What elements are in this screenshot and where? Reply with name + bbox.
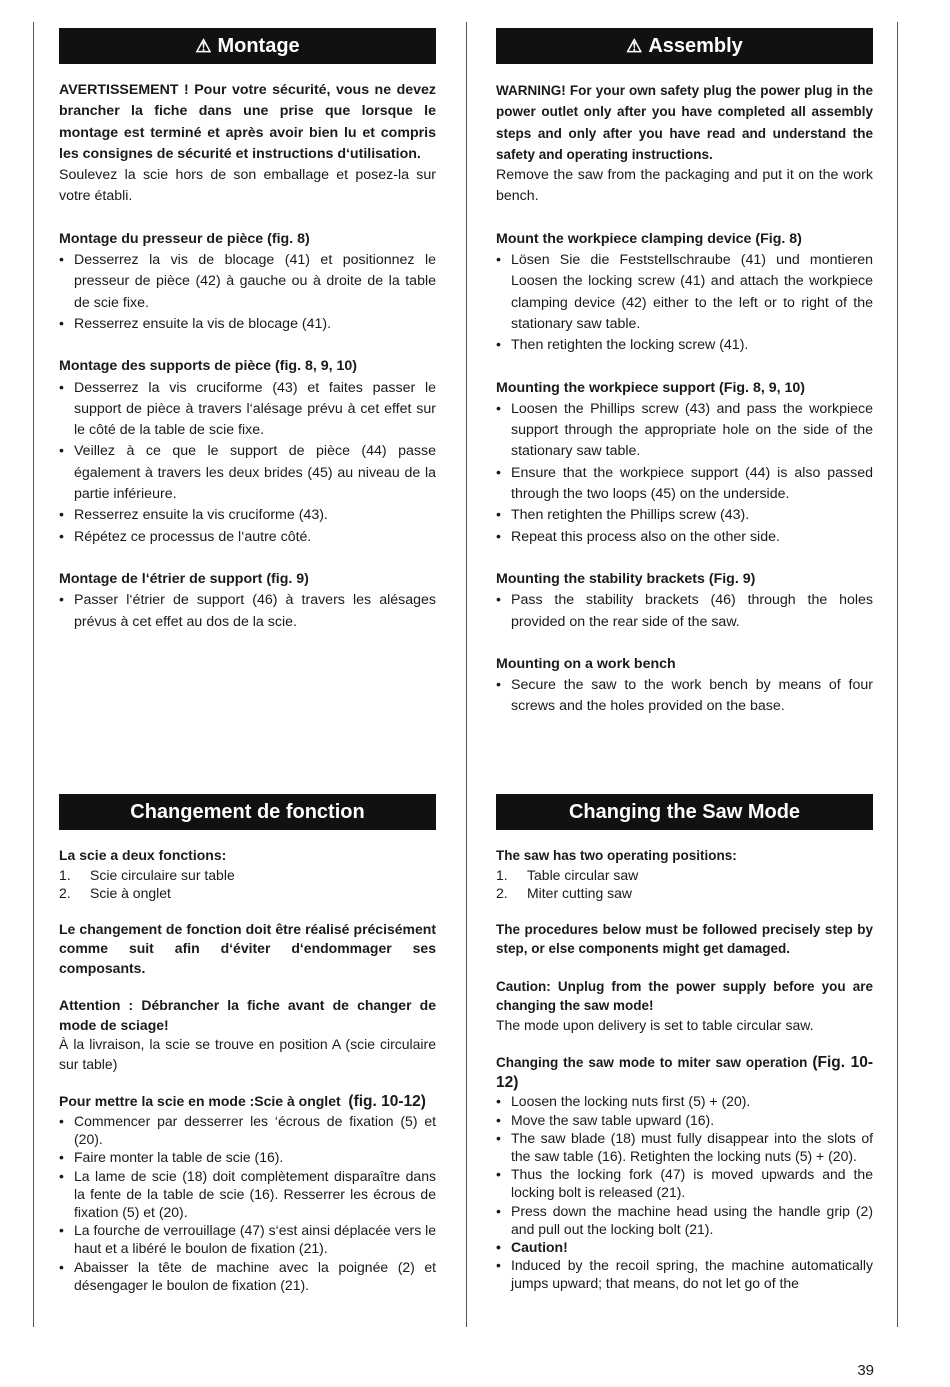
en-section-heading: Mounting on a work bench xyxy=(496,655,676,672)
list-item: • Répétez ce processus de l‘autre côté. xyxy=(59,527,436,548)
list-item: • La lame de scie (18) doit complètement disparaître dans la fente de la table de scie (16). Resserrer les écrous de fixation (5) et (20). xyxy=(59,1167,436,1222)
en-procedure-heading xyxy=(496,1053,873,1092)
fr-procedure-heading xyxy=(59,1092,436,1112)
fr-mode-section xyxy=(59,794,436,1294)
list-item: • Commencer par desserrer les ‘écrous de fixation (5) et (20). xyxy=(59,1112,436,1148)
list-item: 2. Scie à onglet xyxy=(59,884,436,902)
en-mode-attention: Caution: Unplug from the power supply before you are changing the saw mode! xyxy=(496,978,873,1014)
en-mode-title-bar xyxy=(496,794,873,830)
fr-assembly-title-bar xyxy=(59,28,436,64)
list-item: • Desserrez la vis de blocage (41) et positionnez le presseur de pièce (42) à gauche ou à droite de la table de scie fixe. xyxy=(59,250,436,314)
en-assembly-warning: WARNING! For your own safety plug the power plug in the power outlet only after you have completed all assembly steps and only after you have read and understand the safety and operating instructions. xyxy=(496,83,873,162)
center-column-rule xyxy=(466,22,467,1327)
left-border-rule xyxy=(33,22,34,1327)
fr-assembly-warning: AVERTISSEMENT ! Pour votre sécurité, vous ne devez brancher la fiche dans une prise que lorsque le montage est terminé et après avoir bien lu et compris les consignes de sécurité et instructions d‘utilisation. xyxy=(59,82,436,162)
list-item: • Loosen the locking nuts first (5) + (20). xyxy=(496,1092,873,1110)
list-item: • La fourche de verrouillage (47) s‘est ainsi déplacée vers le haut et a libéré le boulon de fixation (21). xyxy=(59,1221,436,1257)
list-item: • Repeat this process also on the other side. xyxy=(496,527,873,548)
fr-section-list xyxy=(59,590,436,633)
en-assembly-title: Assembly xyxy=(648,35,743,57)
en-section-list xyxy=(496,675,873,718)
en-procedure-list xyxy=(496,1092,873,1292)
fr-section-heading: Montage de l‘étrier de support (fig. 9) xyxy=(59,570,309,587)
warning-triangle-icon: ⚠ xyxy=(626,36,643,56)
list-item: • Faire monter la table de scie (16). xyxy=(59,1148,436,1166)
list-item: • Passer l‘étrier de support (46) à travers les alésages prévus à cet effet au dos de la scie. xyxy=(59,590,436,633)
fr-mode-title: Changement de fonction xyxy=(130,801,365,823)
en-procedure-ref: (Fig. 10-12) xyxy=(496,1054,873,1091)
en-mode-notice: The procedures below must be followed precisely step by step, or else components might get damaged. xyxy=(496,921,873,957)
fr-procedure-heading-text: Pour mettre la scie en mode :Scie à onglet xyxy=(59,1093,341,1110)
right-border-rule xyxy=(897,22,898,1327)
list-item: • Press down the machine head using the handle grip (2) and pull out the locking bolt (21). xyxy=(496,1202,873,1238)
fr-assembly-title: Montage xyxy=(217,35,300,57)
en-section-heading: Mount the workpiece clamping device (Fig. 8) xyxy=(496,230,802,247)
en-section-list xyxy=(496,250,873,356)
en-functions-list xyxy=(496,866,873,902)
en-section-heading: Mounting the workpiece support (Fig. 8, 9, 10) xyxy=(496,379,805,396)
page-number: 39 xyxy=(857,1362,874,1379)
en-mode-title: Changing the Saw Mode xyxy=(568,801,801,823)
fr-procedure-ref: (fig. 10-12) xyxy=(348,1093,426,1111)
list-item: 1. Table circular saw xyxy=(496,866,873,884)
fr-assembly-intro: Soulevez la scie hors de son emballage et posez-la sur votre établi. xyxy=(59,167,436,205)
en-mode-section xyxy=(496,794,873,1293)
fr-procedure-list xyxy=(59,1112,436,1294)
list-item: 2. Miter cutting saw xyxy=(496,884,873,902)
fr-section-list xyxy=(59,378,436,548)
list-item: • Desserrez la vis cruciforme (43) et faites passer le support de pièce à travers l‘alésage prévu à cet effet sur le côté de la table de scie fixe. xyxy=(59,378,436,442)
list-item: • Thus the locking fork (47) is moved upwards and the locking bolt is released (21). xyxy=(496,1165,873,1201)
list-item: • Resserrez ensuite la vis de blocage (41). xyxy=(59,314,436,335)
list-item: • Then retighten the Phillips screw (43). xyxy=(496,505,873,526)
fr-section-heading: Montage des supports de pièce (fig. 8, 9, 10) xyxy=(59,358,357,375)
list-item: 1. Scie circulaire sur table xyxy=(59,866,436,884)
fr-mode-delivery: À la livraison, la scie se trouve en position A (scie circulaire sur table) xyxy=(59,1036,436,1072)
en-assembly-title-bar xyxy=(496,28,873,64)
fr-section-list xyxy=(59,250,436,335)
list-item: • Resserrez ensuite la vis cruciforme (43). xyxy=(59,505,436,526)
list-item: • Move the saw table upward (16). xyxy=(496,1111,873,1129)
list-item: • The saw blade (18) must fully disappear into the slots of the saw table (16). Retighten the locking nuts (5) + (20). xyxy=(496,1129,873,1165)
list-item: • Abaisser la tête de machine avec la poignée (2) et désengager le boulon de fixation (21). xyxy=(59,1258,436,1294)
list-item: • Secure the saw to the work bench by means of four screws and the holes provided on the base. xyxy=(496,675,873,718)
fr-mode-title-bar xyxy=(59,794,436,830)
en-assembly-intro: Remove the saw from the packaging and put it on the work bench. xyxy=(496,167,873,205)
fr-functions-list xyxy=(59,866,436,902)
list-item: • Then retighten the locking screw (41). xyxy=(496,335,873,356)
en-functions-heading: The saw has two operating positions: xyxy=(496,848,737,863)
warning-triangle-icon: ⚠ xyxy=(195,36,212,56)
fr-functions-heading: La scie a deux fonctions: xyxy=(59,847,227,863)
list-item: • Induced by the recoil spring, the machine automatically jumps upward; that means, do not let go of the xyxy=(496,1256,873,1292)
en-section-list xyxy=(496,399,873,548)
en-mode-delivery: The mode upon delivery is set to table circular saw. xyxy=(496,1016,814,1033)
list-item: • Pass the stability brackets (46) through the holes provided on the rear side of the saw. xyxy=(496,590,873,633)
fr-assembly-section xyxy=(59,28,436,633)
list-item: • Lösen Sie die Feststellschraube (41) und montieren Loosen the locking screw (41) and attach the workpiece clamping device (42) either to the left or to right of the stationary saw table. xyxy=(496,250,873,335)
fr-mode-notice: Le changement de fonction doit être réalisé précisément comme suit afin d‘éviter d‘endommager ses composants. xyxy=(59,920,436,976)
fr-mode-attention: Attention : Débrancher la fiche avant de changer de mode de sciage! xyxy=(59,997,436,1033)
en-assembly-section xyxy=(496,28,873,718)
en-section-heading: Mounting the stability brackets (Fig. 9) xyxy=(496,570,756,587)
list-item: • Veillez à ce que le support de pièce (44) passe également à travers les deux brides (45) au niveau de la partie inférieure. xyxy=(59,441,436,505)
en-procedure-heading-text: Changing the saw mode to miter saw operation xyxy=(496,1055,808,1071)
list-item: • Caution! xyxy=(496,1238,873,1256)
fr-section-heading: Montage du presseur de pièce (fig. 8) xyxy=(59,230,310,247)
en-section-list xyxy=(496,590,873,633)
list-item: • Ensure that the workpiece support (44) is also passed through the two loops (45) on the underside. xyxy=(496,463,873,506)
list-item: • Loosen the Phillips screw (43) and pass the workpiece support through the appropriate hole on the side of the stationary saw table. xyxy=(496,399,873,463)
